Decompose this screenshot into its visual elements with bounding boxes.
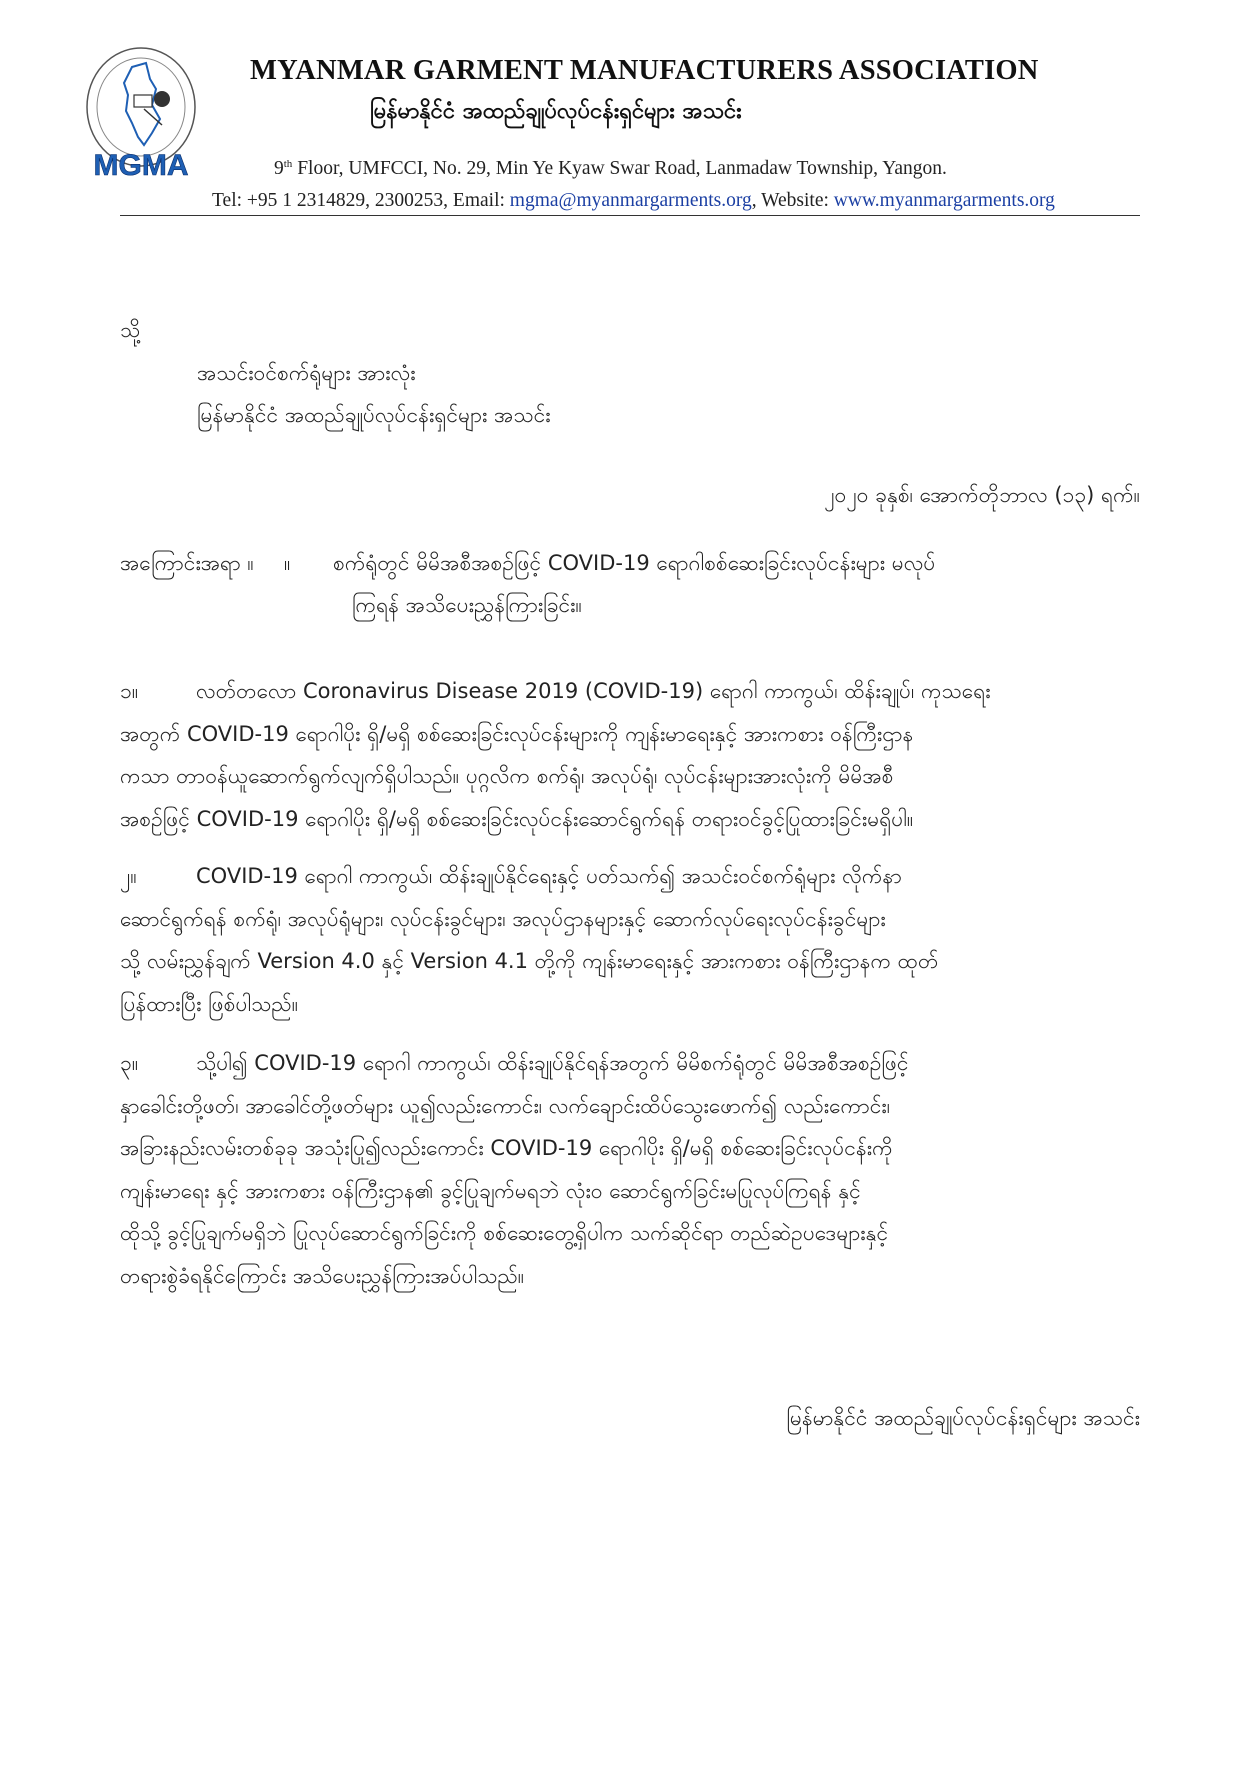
paragraph-number: ၁။: [120, 679, 139, 703]
paragraph-line-text: COVID-19 ရောဂါ ကာကွယ်၊ ထိန်းချုပ်နိုင်ရေးနှင့် ပတ်သက်၍ အသင်းဝင်စက်ရုံများ လိုက်နာ: [196, 864, 902, 888]
to-label: သို့: [120, 318, 141, 342]
paragraph-line: ထိုသို့ ခွင့်ပြုချက်မရှိဘဲ ပြုလုပ်ဆောင်ရွက်ခြင်းကို စစ်ဆေးတွေ့ရှိပါက သက်ဆိုင်ရာ တည်ဆဲဥပဒေများနှင့်: [120, 1221, 889, 1245]
letterhead-contact: [212, 190, 1142, 212]
paragraph-line: ကသာ တာဝန်ယူဆောက်ရွက်လျက်ရှိပါသည်။ ပုဂ္ဂလိက စက်ရုံ၊ အလုပ်ရုံ၊ လုပ်ငန်းများအားလုံးကို မိမိအစီ: [120, 764, 894, 788]
paragraph-line-text: လတ်တလော Coronavirus Disease 2019 (COVID-19) ရောဂါ ကာကွယ်၊ ထိန်းချုပ်၊ ကုသရေး: [196, 679, 991, 703]
recipient-line: အသင်းဝင်စက်ရုံများ အားလုံး: [197, 361, 416, 385]
recipient-line: မြန်မာနိုင်ငံ အထည်ချုပ်လုပ်ငန်းရှင်များ အသင်း: [197, 403, 551, 427]
subject-label: အကြောင်းအရာ ။: [120, 551, 254, 575]
paragraph-line: အစဥ်ဖြင့် COVID-19 ရောဂါပိုး ရှိ/မရှိ စစ်ဆေးခြင်းလုပ်ငန်းဆောင်ရွက်ရန် တရားဝင်ခွင့်ပြုထားခြင်းမရှိပါ။: [120, 806, 914, 831]
address-floor-suffix: th: [283, 158, 293, 170]
letterhead-divider: [120, 215, 1140, 216]
address-text: Floor, UMFCCI, No. 29, Min Ye Kyaw Swar Road, Lanmadaw Township, Yangon.: [292, 158, 947, 179]
paragraph-line: ကျန်းမာရေး နှင့် အားကစား ဝန်ကြီးဌာန၏ ခွင့်ပြုချက်မရဘဲ လုံးဝ ဆောင်ရွက်ခြင်းမပြုလုပ်ကြရန် နှင့်: [120, 1178, 861, 1203]
paragraph-line: နှာခေါင်းတို့ဖတ်၊ အာခေါင်တို့ဖတ်များ ယူ၍လည်းကောင်း၊ လက်ချောင်းထိပ်သွေးဖောက်၍ လည်းကောင်း၊: [120, 1093, 891, 1118]
letterhead-address: [274, 158, 1074, 180]
paragraph-3: [120, 1042, 1140, 1297]
contact-email-link[interactable]: mgma@myanmargarments.org: [509, 190, 752, 211]
paragraph-1: [120, 670, 1140, 840]
address-floor-number: 9: [274, 158, 284, 179]
paragraph-line: သို့ လမ်းညွှန်ချက် Version 4.0 နှင့် Version 4.1 တို့ကို ကျန်းမာရေးနှင့် အားကစား ဝန်ကြီးဌာနက ထုတ်: [120, 949, 939, 973]
paragraph-number: ၃။: [120, 1051, 139, 1075]
mgma-logo: [82, 45, 200, 183]
subject-separator: ။: [284, 551, 291, 575]
contact-tel: Tel: +95 1 2314829, 2300253, Email:: [212, 190, 510, 211]
paragraph-line: တရားစွဲခံရနိုင်ကြောင်း အသိပေးညွှန်ကြားအပ်ပါသည်။: [120, 1263, 525, 1288]
paragraph-line: [120, 1042, 1140, 1085]
logo-wordmark: MGMA: [93, 149, 189, 182]
subject-line: ကြရန် အသိပေးညွှန်ကြားခြင်း။: [352, 593, 582, 617]
letterhead-title-my: မြန်မာနိုင်ငံ အထည်ချုပ်လုပ်ငန်းရှင်များ အသင်း: [370, 99, 742, 124]
paragraph-number: ၂။: [120, 864, 137, 888]
signature-block: မြန်မာနိုင်ငံ အထည်ချုပ်လုပ်ငန်းရှင်များ အသင်း: [786, 1406, 1140, 1430]
paragraph-line: ဆောင်ရွက်ရန် စက်ရုံ၊ အလုပ်ရုံများ၊ လုပ်ငန်းခွင်များ၊ အလုပ်ဌာနများနှင့် ဆောက်လုပ်ရေးလုပ်ငန်းခွင်များ: [120, 906, 886, 931]
paragraph-line: အတွက် COVID-19 ရောဂါပိုး ရှိ/မရှိ စစ်ဆေးခြင်းလုပ်ငန်းများကို ကျန်းမာရေးနှင့် အားကစား ဝန်ကြီးဌာန: [120, 721, 914, 746]
letterhead-title-en: MYANMAR GARMENT MANUFACTURERS ASSOCIATION: [250, 55, 1039, 86]
paragraph-2: [120, 855, 1140, 1025]
letter-date: ၂၀၂၀ ခုနှစ်၊ အောက်တိုဘာလ (၁၃) ရက်။: [824, 483, 1140, 507]
contact-website-link[interactable]: www.myanmargarments.org: [833, 190, 1055, 211]
contact-website-label: , Website:: [751, 190, 834, 211]
paragraph-line: [120, 855, 1140, 898]
paragraph-line: [120, 670, 1140, 713]
paragraph-line: အခြားနည်းလမ်းတစ်ခုခု အသုံးပြု၍လည်းကောင်း COVID-19 ရောဂါပိုး ရှိ/မရှိ စစ်ဆေးခြင်းလုပ်ငန်းကို: [120, 1136, 893, 1160]
paragraph-line-text: သို့ပါ၍ COVID-19 ရောဂါ ကာကွယ်၊ ထိန်းချုပ်နိုင်ရန်အတွက် မိမိစက်ရုံတွင် မိမိအစီအစဥ်ဖြင့်: [196, 1051, 909, 1075]
subject-line: စက်ရုံတွင် မိမိအစီအစဥ်ဖြင့် COVID-19 ရောဂါစစ်ဆေးခြင်းလုပ်ငန်းများ မလုပ်: [333, 551, 936, 575]
paragraph-line: ပြန်ထားပြီး ဖြစ်ပါသည်။: [120, 991, 299, 1016]
